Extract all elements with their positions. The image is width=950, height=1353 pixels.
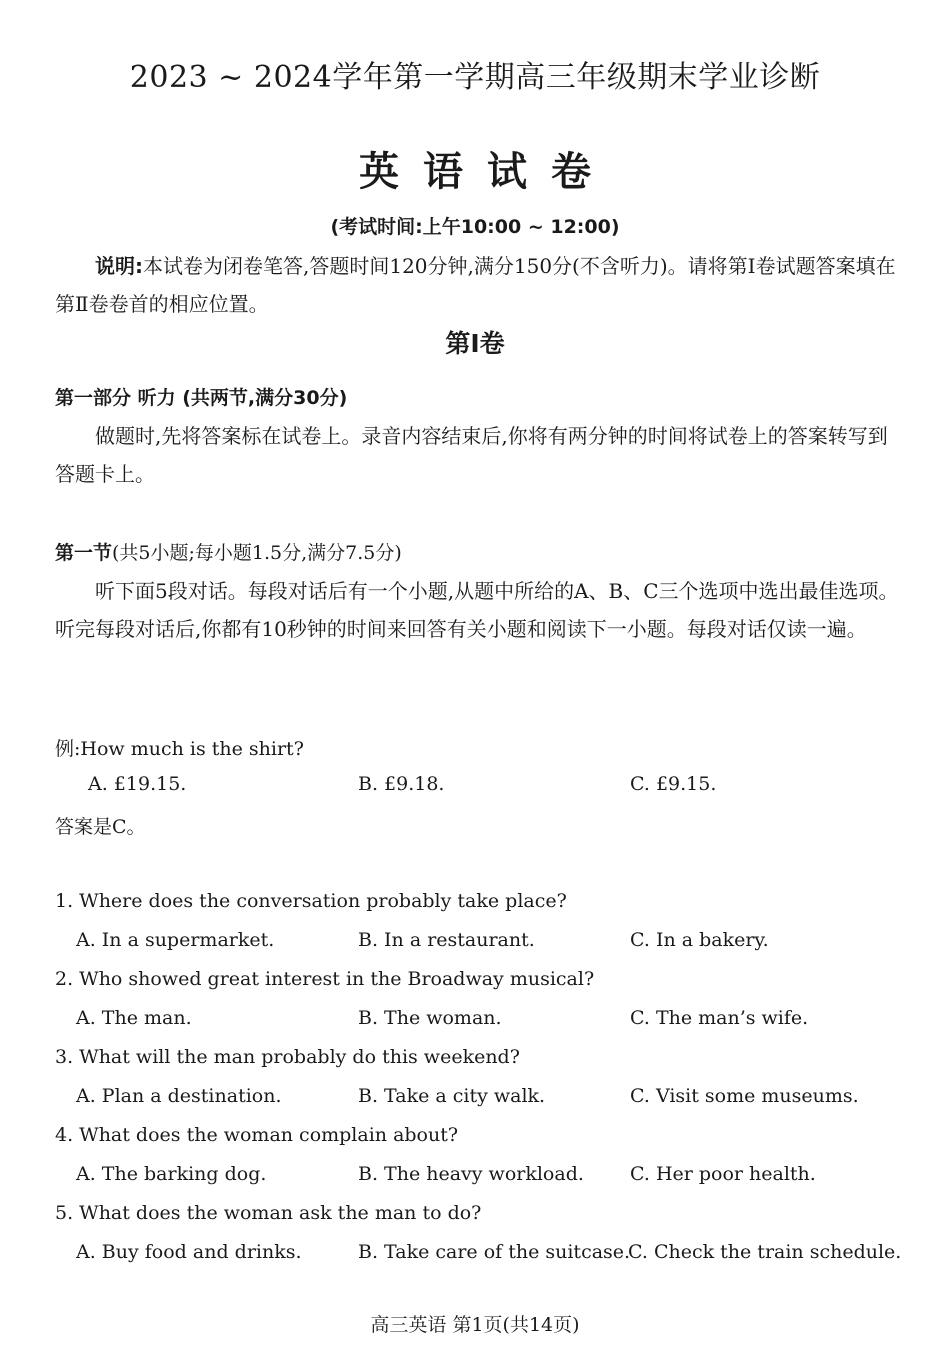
question-4-option-b: B. The heavy workload. xyxy=(358,1163,584,1185)
question-2-option-a: A. The man. xyxy=(76,1007,192,1029)
question-4: 4. What does the woman complain about? xyxy=(55,1124,459,1146)
example-option-c: C. £9.15. xyxy=(630,773,717,795)
question-5-option-b: B. Take care of the suitcase. xyxy=(358,1241,631,1263)
question-2: 2. Who showed great interest in the Broadway musical? xyxy=(55,968,595,990)
example-option-b: B. £9.18. xyxy=(358,773,445,795)
question-3-option-b: B. Take a city walk. xyxy=(358,1085,546,1107)
instructions xyxy=(55,247,905,323)
question-3-option-c: C. Visit some museums. xyxy=(630,1085,859,1107)
question-2-option-c: C. The man’s wife. xyxy=(630,1007,809,1029)
exam-time: (考试时间:上午10:00 ~ 12:00) xyxy=(330,216,620,238)
instructions-label: 说明: xyxy=(95,254,143,278)
subject-title: 英语试卷 xyxy=(359,149,615,195)
question-4-option-c: C. Her poor health. xyxy=(630,1163,816,1185)
exam-title: 2023 ~ 2024学年第一学期高三年级期末学业诊断 xyxy=(129,60,821,95)
page-footer: 高三英语 第1页(共14页) xyxy=(370,1314,580,1336)
question-1-option-b: B. In a restaurant. xyxy=(358,929,535,951)
instructions-text: 本试卷为闭卷笔答,答题时间120分钟,满分150分(不含听力)。请将第Ⅰ卷试题答案填在第Ⅱ卷卷首的相应位置。 xyxy=(55,254,896,316)
question-5-option-a: A. Buy food and drinks. xyxy=(76,1241,302,1263)
example-question: 例:How much is the shirt? xyxy=(55,738,304,760)
example-option-a: A. £19.15. xyxy=(88,773,187,795)
question-2-option-b: B. The woman. xyxy=(358,1007,502,1029)
question-4-option-a: A. The barking dog. xyxy=(76,1163,267,1185)
example-answer: 答案是C。 xyxy=(55,816,146,838)
question-1-option-c: C. In a bakery. xyxy=(630,929,769,951)
question-3-option-a: A. Plan a destination. xyxy=(76,1085,282,1107)
part1-intro: 做题时,先将答案标在试卷上。录音内容结束后,你将有两分钟的时间将试卷上的答案转写到答题卡上。 xyxy=(55,424,888,486)
question-1-option-a: A. In a supermarket. xyxy=(76,929,275,951)
section1-intro: 听下面5段对话。每段对话后有一个小题,从题中所给的A、B、C三个选项中选出最佳选项。听完每段对话后,你都有10秒钟的时间来回答有关小题和阅读下一小题。每段对话仅读一遍。 xyxy=(55,579,899,641)
question-3: 3. What will the man probably do this weekend? xyxy=(55,1046,520,1068)
part1-heading: 第一部分 听力 (共两节,满分30分) xyxy=(55,387,348,409)
question-1: 1. Where does the conversation probably take place? xyxy=(55,890,567,912)
section1-heading xyxy=(55,538,402,565)
section1-detail: (共5小题;每小题1.5分,满分7.5分) xyxy=(112,542,402,564)
question-5-option-c: C. Check the train schedule. xyxy=(628,1241,902,1263)
volume-title: 第Ⅰ卷 xyxy=(445,329,505,358)
question-5: 5. What does the woman ask the man to do? xyxy=(55,1202,482,1224)
section1-label: 第一节 xyxy=(55,542,113,564)
